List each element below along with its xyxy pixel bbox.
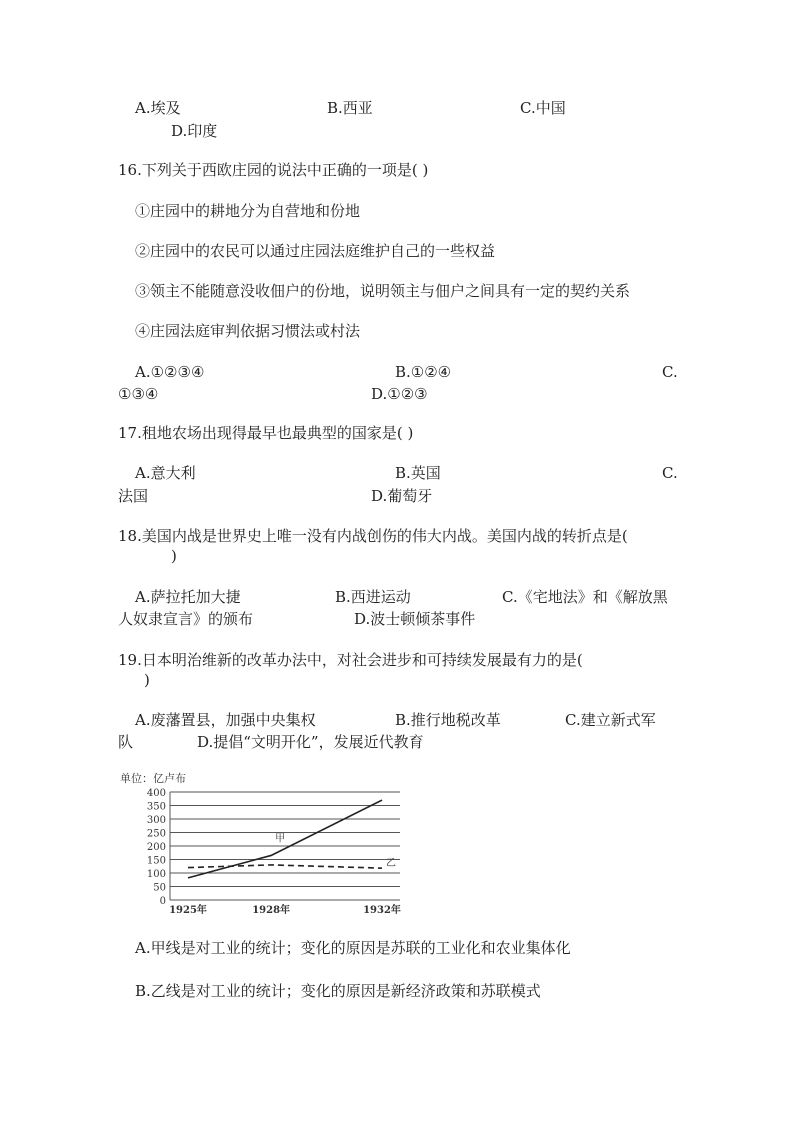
q18-option-b: B.西进运动	[335, 588, 411, 606]
q18-option-c-part1: C.《宅地法》和《解放黑	[502, 588, 668, 606]
chart-ytick-label-6: 300	[146, 815, 166, 826]
chart-series-name-0: 甲	[275, 833, 286, 845]
q15-option-c: C.中国	[520, 99, 566, 117]
chart-unit-label: 单位：亿卢布	[120, 772, 186, 785]
q17-option-c-label: C.	[662, 464, 678, 482]
chart-xtick-label-0: 1925年	[169, 905, 207, 916]
chart-ytick-label-5: 250	[146, 828, 166, 840]
q18-option-d: D.波士顿倾茶事件	[354, 610, 476, 628]
q19-option-d: D.提倡“文明开化”，发展近代教育	[197, 733, 424, 751]
q20-option-a: A.甲线是对工业的统计；变化的原因是苏联的工业化和农业集体化	[135, 939, 571, 957]
q16-statement-3: ③领主不能随意没收佃户的份地，说明领主与佃户之间具有一定的契约关系	[135, 282, 631, 300]
chart-ytick-label-8: 400	[146, 788, 166, 799]
output-line-chart	[118, 770, 418, 920]
chart-xtick-label-1: 1928年	[252, 905, 291, 916]
q19-option-c-part1: C.建立新式军	[565, 711, 656, 729]
q17-option-d: D.葡萄牙	[371, 487, 433, 505]
q16-statement-2: ②庄园中的农民可以通过庄园法庭维护自己的一些权益	[135, 242, 496, 260]
q15-option-b: B.西亚	[327, 99, 373, 117]
q18-stem-line1: 18.美国内战是世界史上唯一没有内战创伤的伟大内战。美国内战的转折点是(	[118, 527, 628, 545]
q19-option-c-part2: 队	[118, 733, 134, 751]
q18-option-a: A.萨拉托加大捷	[135, 588, 241, 606]
chart-ytick-label-3: 150	[146, 855, 166, 867]
q16-statement-4: ④庄园法庭审判依据习惯法或村法	[135, 322, 361, 340]
q15-option-d: D.印度	[171, 122, 218, 140]
q16-option-c-label: C.	[662, 363, 678, 381]
q20-option-b: B.乙线是对工业的统计；变化的原因是新经济政策和苏联模式	[135, 982, 541, 1000]
q19-option-a: A.废藩置县，加强中央集权	[135, 711, 316, 729]
q19-stem-line1: 19.日本明治维新的改革办法中，对社会进步和可持续发展最有力的是(	[118, 651, 583, 669]
q19-stem-line2: )	[144, 671, 150, 689]
line-chart-svg	[118, 770, 418, 920]
q19-option-b: B.推行地税改革	[395, 711, 501, 729]
q16-option-b: B.①②④	[395, 363, 452, 381]
chart-series-name-1: 乙	[386, 858, 396, 870]
q16-stem: 16.下列关于西欧庄园的说法中正确的一项是( )	[118, 161, 429, 179]
chart-ytick-label-1: 50	[153, 882, 166, 894]
q17-option-b: B.英国	[395, 464, 441, 482]
q16-option-d: D.①②③	[371, 385, 428, 403]
chart-series-line-1	[188, 865, 382, 868]
chart-ytick-label-2: 100	[146, 869, 166, 880]
chart-ytick-label-0: 0	[159, 896, 166, 907]
q17-stem: 17.租地农场出现得最早也最典型的国家是( )	[118, 424, 414, 442]
q16-statement-1: ①庄园中的耕地分为自营地和份地	[135, 202, 361, 220]
q18-option-c-part2: 人奴隶宣言》的颁布	[118, 610, 254, 628]
q17-option-a: A.意大利	[135, 464, 196, 482]
q16-option-c-value: ①③④	[118, 385, 159, 403]
q15-option-a: A.埃及	[135, 99, 181, 117]
chart-ytick-label-4: 200	[146, 842, 166, 853]
q16-option-a: A.①②③④	[135, 363, 205, 381]
chart-xtick-label-2: 1932年	[363, 905, 401, 916]
chart-ytick-label-7: 350	[146, 801, 166, 813]
q17-option-c-value: 法国	[118, 487, 149, 505]
q18-stem-line2: )	[171, 547, 177, 565]
